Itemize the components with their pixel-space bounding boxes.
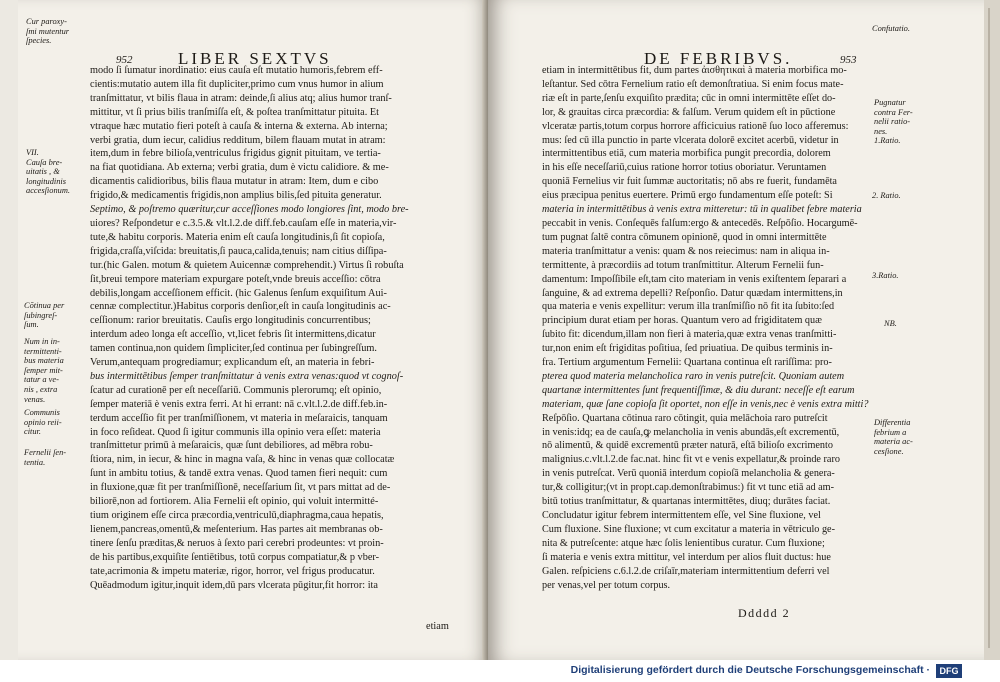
dfg-logo: DFG <box>936 664 962 678</box>
text-line: malignius.c.vlt.l.2.de fac.nat. hinc fit vt e venis expellatur,& proinde raro <box>542 454 840 466</box>
margin-note: Communis opinio reii- citur. <box>24 408 62 437</box>
text-line: item,dum in febre bilioſa,ventriculus frigidus gignit pituitam, ve tertia- <box>90 148 381 160</box>
margin-note: VII. Cauſa bre- uitatis , & longitudinis accesſionum. <box>26 148 70 196</box>
text-line: tur.(hic Galen. motum & quietem Auicennæ comprehendit.) Virtus ſi robuſta <box>90 259 404 271</box>
right-page <box>488 0 984 660</box>
text-line: interdum adeo longa eſt acceſſio, vt,licet febris ſit intermittens,dicatur <box>90 329 376 341</box>
running-title: LIBER SEXTVS <box>178 49 332 68</box>
funding-notice: Digitalisierung gefördert durch die Deutsche Forschungsgemeinschaft · <box>570 664 930 676</box>
text-line: principium durat etiam per horas. Quantum vero ad frigiditatem quæ <box>542 315 822 327</box>
text-line: uiores? Reſpondetur e c.3.5.& vlt.l.2.de diff.feb.cauſam eſſe in materia,vir- <box>90 217 397 229</box>
text-line: in fluxione,quæ fit per tranſmiſſionē, neceſſarium ſit, vt pars mittat ad de- <box>90 482 391 494</box>
text-line: riæ eſt in parte,ſenſu exquiſito prædita; cūc in omni intermittēte eſſet do- <box>542 92 836 104</box>
text-line: bus intermittētibus ſemper tranſmittatur à venis extra venas:quod vt cognoſ- <box>90 370 404 382</box>
text-line: nita & putreſcente: atque hæc ſolis lenientibus curatur. Cum fluxione; <box>542 537 825 549</box>
text-line: tate,acrimonia & impetu materiæ, rigor, horror, vel frigus producatur. <box>90 565 375 577</box>
text-line: verbi gratia, dum iecur, calidius redditum, bilem flauam mutat in atram: <box>90 134 386 146</box>
text-line: lienem,pancreas,omentū,& meſenterium. Has partes ait membranas ob- <box>90 523 383 535</box>
text-line: eius præcipua penitus euertere. Primū ergo fundamentum eſſe poteſt: Si <box>542 190 833 202</box>
text-line: intermittentibus etiā, cum materia morbifica pungit precordia, dolorem <box>542 148 831 160</box>
page-edge <box>984 0 1000 660</box>
text-line: cennæ complectitur.)Habitus corporis denſior,eſt in cauſa longitudinis ac- <box>90 301 391 313</box>
text-line: lor, & grauitas circa præcordia: & falſum. Verum quidem eſt in pūctione <box>542 106 836 118</box>
text-line: etiam in intermittētibus fit, dum partes ἀισθητικαὶ à materia morbifica mo- <box>542 65 847 76</box>
margin-note: Fernelii ſen- tentia. <box>24 448 67 467</box>
margin-note: Pugnatur contra Fer- nelii ratio- nes. 1.Ratio. <box>874 98 913 146</box>
footer-bar <box>0 660 1000 682</box>
margin-note: Confutatio. <box>872 24 910 33</box>
text-line: tamen continua,non quidem ſimpliciter,ſed continua per ſubingreſſum. <box>90 343 377 355</box>
text-line: termittente, à præcordiis ad totum tranſmittitur. Alterum Fernelii fun- <box>542 259 824 271</box>
text-line: ſubito fit: dicendum,illam non fieri à materia,quæ extra venas tranſmitti- <box>542 329 837 341</box>
text-line: debilis,longam acceſſionem efficit. (hic Galenus ſenſum exquiſitum Aui- <box>90 287 387 299</box>
running-title: DE FEBRIBVS. <box>644 49 793 68</box>
text-line: qua materia e venis expellitur: verum illa tranſmiſſio nō fit ita ſubito:ſed <box>542 301 835 313</box>
text-line: peccabit in venis. Conſequēs falſum:ergo & antecedēs. Reſpōſio. Hocargumē- <box>542 217 858 229</box>
text-line: fra. Tertium argumentum Fernelii: Quartana continua eſt rariſſima: pro- <box>542 357 832 369</box>
text-line: ſanguine, & ad extrema depelli? Reſponſio. Datur quædam intermittens,in <box>542 287 843 299</box>
text-line: Verum,antequam progrediamur; explicandum eſt, an materia in febri- <box>90 357 375 369</box>
text-line: frigido,& medicamentis frigidis,non amplius bilis,ſed pituita generatur. <box>90 190 382 202</box>
text-line: tur,non enim eſt frigiditas poſitiua, ſed priuatiua. De quibus terminis in- <box>542 343 833 355</box>
text-line: Reſpōſio. Quartana cōtinua raro cōtingit, quia melāchoia raro putreſcit <box>542 412 828 424</box>
text-line: dicamentis calidioribus, bilis flaua mutatur in atram: Item, dum e cibo <box>90 176 379 188</box>
text-line: bitū totius tranſmittatur, & quartanas intermittētes, diuq; durātes faciat. <box>542 496 831 508</box>
text-line: materiam, quæ ſane copioſa ſit oportet, non eſſe in venis,nec è venis extra mitti? <box>542 398 869 410</box>
text-line: ſcatur ad curationē per eſt neceſſariū. Communis plerorumq; eſt opinio, <box>90 384 382 396</box>
text-line: Galen. reſpiciens c.6.l.2.de criſaīr,materiam intermittentium deferri vel <box>542 565 830 577</box>
left-page <box>18 0 488 660</box>
text-line: quoniā Fernelius vir fuit ſummæ auctoritatis; nō abs re fuerit, fundamēta <box>542 176 837 188</box>
text-line: Concludatur igitur febrem intermittentem eſſe, vel Sine fluxione, vel <box>542 510 821 521</box>
text-line: tium originem eſſe circa præcordia,ventriculū,diaphragma,caua hepatis, <box>90 510 384 521</box>
signature-mark: Ddddd 2 <box>738 606 791 620</box>
margin-note: Differentia febrium a materia ac- cesſione. <box>874 418 913 456</box>
text-line: Quēadmodum igitur,inquit idem,dū pars vlcerata pūgitur,fit horror: ita <box>90 579 378 591</box>
text-line: ſunt in ambitu totius, & tandē extra venas. Quod tamen fieri nequit: cum <box>90 468 388 480</box>
page-number: 953 <box>840 54 857 66</box>
text-line: damentum: Impoſſibile eſt,tam cito materiam in venis exiſtentem ſeparari a <box>542 273 847 285</box>
text-line: modo ſi ſumatur inordinatio: eius cauſa eſt mutatio humoris,febrem eff- <box>90 65 383 76</box>
text-column <box>542 64 871 592</box>
text-line: in foco reſideat. Quod ſi igitur communis illa opinio vera eſſet: materia <box>90 426 381 438</box>
text-line: na fiat quotidiana. Ab externa; verbi gratia, dum è victu calidiore. & me- <box>90 162 389 174</box>
text-line: leſtantur. Sed cōtra Fernelium ratio eſt demonſtratiua. Si enim focus mate- <box>542 78 844 90</box>
text-line: cientis:mutatio autem illa fit dupliciter,primo cum vnus humor in alium <box>90 78 384 90</box>
text-line: ceſſionum: rarior breuitatis. Cauſis ergo longitudinis concurrentibus; <box>90 315 371 327</box>
margin-note: 3.Ratio. <box>872 271 899 280</box>
text-line: tur,& colligitur;(vt in propt.cap.demonſtrabimus:) fit vt tunc etiā ad am- <box>542 482 835 494</box>
text-line: tranſmittetur primū à meſaraicis, quæ ſunt debiliores, ad mēbra robu- <box>90 440 373 452</box>
margin-note: Cur paroxy- ſmi mutentur ſpecies. <box>26 17 70 46</box>
margin-note: Cōtinua per ſubingreſ- ſum. <box>24 301 65 330</box>
text-line: mus: ſed cū illa punctio in parte vlcerata dolorē excitet acerbū, videtur in <box>542 134 839 146</box>
text-line: pterea quod materia melancholica raro in venis putreſcit. Quoniam autem <box>542 370 845 382</box>
margin-note: 2. Ratio. <box>872 191 901 200</box>
text-line: materia tranſmittatur a venis: quam & nos reiecimus: nam in aliqua in- <box>542 245 830 257</box>
text-line: in venis putreſcat. Verū quoniā interdum copioſā melancholia & genera- <box>542 468 835 480</box>
text-line: frigida,craſſa,viſcida: breuitatis,ſi pauca,calida,tenuis; nam citius diſſipa- <box>90 245 387 257</box>
margin-note: Num in in- termittenti- bus materia ſemper mit- tatur a ve- nis , extra venas. <box>24 337 64 404</box>
text-line: ſemper materiā è venis extra ferri. At hi errant: nā c.vlt.l.2.de diff.feb.in- <box>90 398 388 410</box>
text-line: ſtiora, nim, in iecur, & hinc in magna vaſa, & hinc in venas quæ collocatæ <box>90 454 395 466</box>
text-line: nō alimentū, & quidē excrementū præter naturā, eſtā bilioſo excrimento <box>542 440 833 452</box>
text-line: tinere ſenſu præditas,& neruos à ſexto pari cerebri prodeuntes: vt proin- <box>90 537 384 549</box>
catchword: etiam <box>426 621 449 632</box>
text-line: in venis:idq; ea de cauſa,ꝙ melancholia in venis abundās,eſt excrementū, <box>542 426 840 438</box>
text-line: per venas,vel per totum corpus. <box>542 579 671 591</box>
text-line: tum pugnat ſaltē contra cōmunem opinionē, quod in omni intermittēte <box>542 231 827 243</box>
text-line: terdum acceſſio fit per tranſmiſſionem, vt materia in meſaraicis, tanquam <box>90 412 388 424</box>
text-line: mittitur, vt ſi prius bilis tranſmiſſa eſt, & poſtea tranſmittatur pituita. Et <box>90 106 380 118</box>
text-line: Cum fluxione. Sine fluxione; vt cum excitatur a materia in vētriculo ge- <box>542 523 835 535</box>
text-line: ſi materia e venis extra mittitur, vel interdum per alios fluit ductus: hue <box>542 551 831 563</box>
margin-note: NB. <box>884 319 897 328</box>
text-column <box>90 64 409 592</box>
text-line: materia in intermittētibus à venis extra mitteretur: tū in qualibet febre materia <box>542 204 862 216</box>
text-line: in his eſſe neceſſariū,cuius ratione horror totius oboriatur. Veruntamen <box>542 162 827 174</box>
text-line: vlceratæ partis,totum corpus horrore afficicuius rationē ſuo loco afferemus: <box>542 120 849 132</box>
text-line: tute,& habitu corporis. Materia enim eſt cauſa longitudinis,ſi ſit copioſa, <box>90 231 385 243</box>
text-line: vtraque hæc mutatio fieri poteſt à cauſa & interna & externa. Ab interna; <box>90 120 388 132</box>
text-line: de his partibus,exquiſite ſentiētibus, totū corpus compatiatur,& p vber- <box>90 551 380 563</box>
text-line: biliorē,non ad fortiorem. Alia Fernelii eſt opinio, qui voluit intermitté- <box>90 496 379 508</box>
page-number: 952 <box>116 54 133 66</box>
text-line: tranſmittatur, vt bilis flaua in atram: deinde,ſi alius atq; alius humor tranſ- <box>90 92 392 104</box>
text-line: quartanæ intermittentes ſunt frequentiſſimæ, & diu durant: neceſſe eſt earum <box>542 384 855 396</box>
text-line: ſit,breui tempore materiam expurgare poteſt,vnde breuis acceſſio: cōtra <box>90 273 381 285</box>
text-line: Septimo, & poſtremo quæritur,cur acceſſiones modo longiores ſint, modo bre- <box>90 204 409 216</box>
